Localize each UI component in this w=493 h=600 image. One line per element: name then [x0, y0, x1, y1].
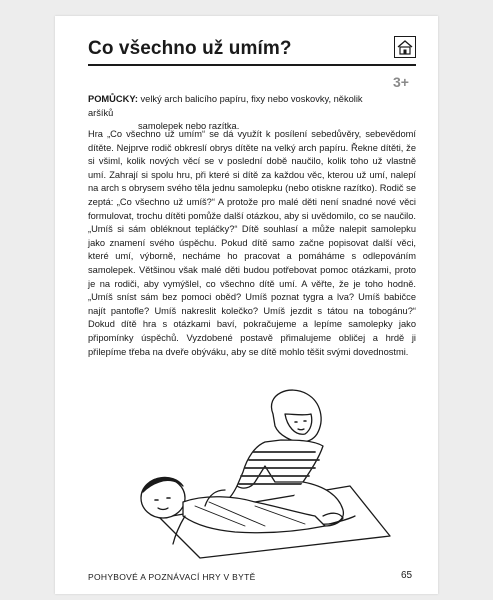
book-page — [55, 16, 438, 594]
tools-text-1: velký arch balicího papíru, fixy nebo voskovky, několik aršíků — [88, 94, 363, 118]
body-paragraph: Hra „Co všechno už umím“ se dá využít k posílení sebedůvěry, sebevědomí dítěte. Nejprve rodič obkreslí obrys dítěte na velký arch papíru. Řekne dítěti, že si všiml, kolik nových věcí se v poslední době naučilo, kolik toho už vlastně umí. Zahrají si spolu hru, při které si dítě za každou věc, kterou už umí, nalepí na arch s obrysem svého těla jednu samolepku (nebo otiskne razítko). Rodič se zeptá: „Co všechno už umíš?“ A protože pro malé děti není snadné nové věci formulovat, trochu dítěti pomůže další otázkou, aby si uvědomilo, co se naučilo. „Umíš si sám obléknout tepláčky?“ Dítě souhlasí a může nalepit samolepku jako znamení svého úspěchu. Pokud dítě samo začne popisovat další věci, které umí, výborně, necháme ho pracovat a pomáháme s odlepováním samolepek. Většinou však malé děti budou potřebovat pomoc otázkami, proto je na rodiči, aby vymýšlel, co všechno dítě umí. A věřte, že je toho hodně. „Umíš sníst sám bez pomoci oběd? Umíš poznat tygra a lva? Umíš babičce najít pantofle? Umíš nakreslit kolečko? Umíš jezdit s tátou na tobogánu?“ Dokud dítě hra s otázkami baví, pokračujeme a lepíme samolepky jako připomínky úspěchů. Vyzdobené postavě přimalujeme obličej a hrdě ji přilepíme třeba na dveře obýváku, aby se dítě mohlo těšit svými dovednostmi. — [88, 129, 416, 357]
body-text — [88, 128, 416, 359]
page-number: 65 — [401, 570, 413, 581]
tools-label: POMŮCKY: — [88, 94, 138, 104]
age-badge: 3+ — [393, 74, 409, 90]
page-title: Co všechno už umím? — [88, 38, 292, 59]
section-title: POHYBOVÉ A POZNÁVACÍ HRY V BYTĚ — [88, 572, 256, 582]
house-icon — [394, 36, 416, 58]
tools-text-2: samolepek nebo razítka. — [138, 121, 240, 131]
tools-line-1 — [88, 93, 388, 120]
title-rule — [88, 64, 416, 66]
parent-child-illustration — [125, 386, 425, 561]
